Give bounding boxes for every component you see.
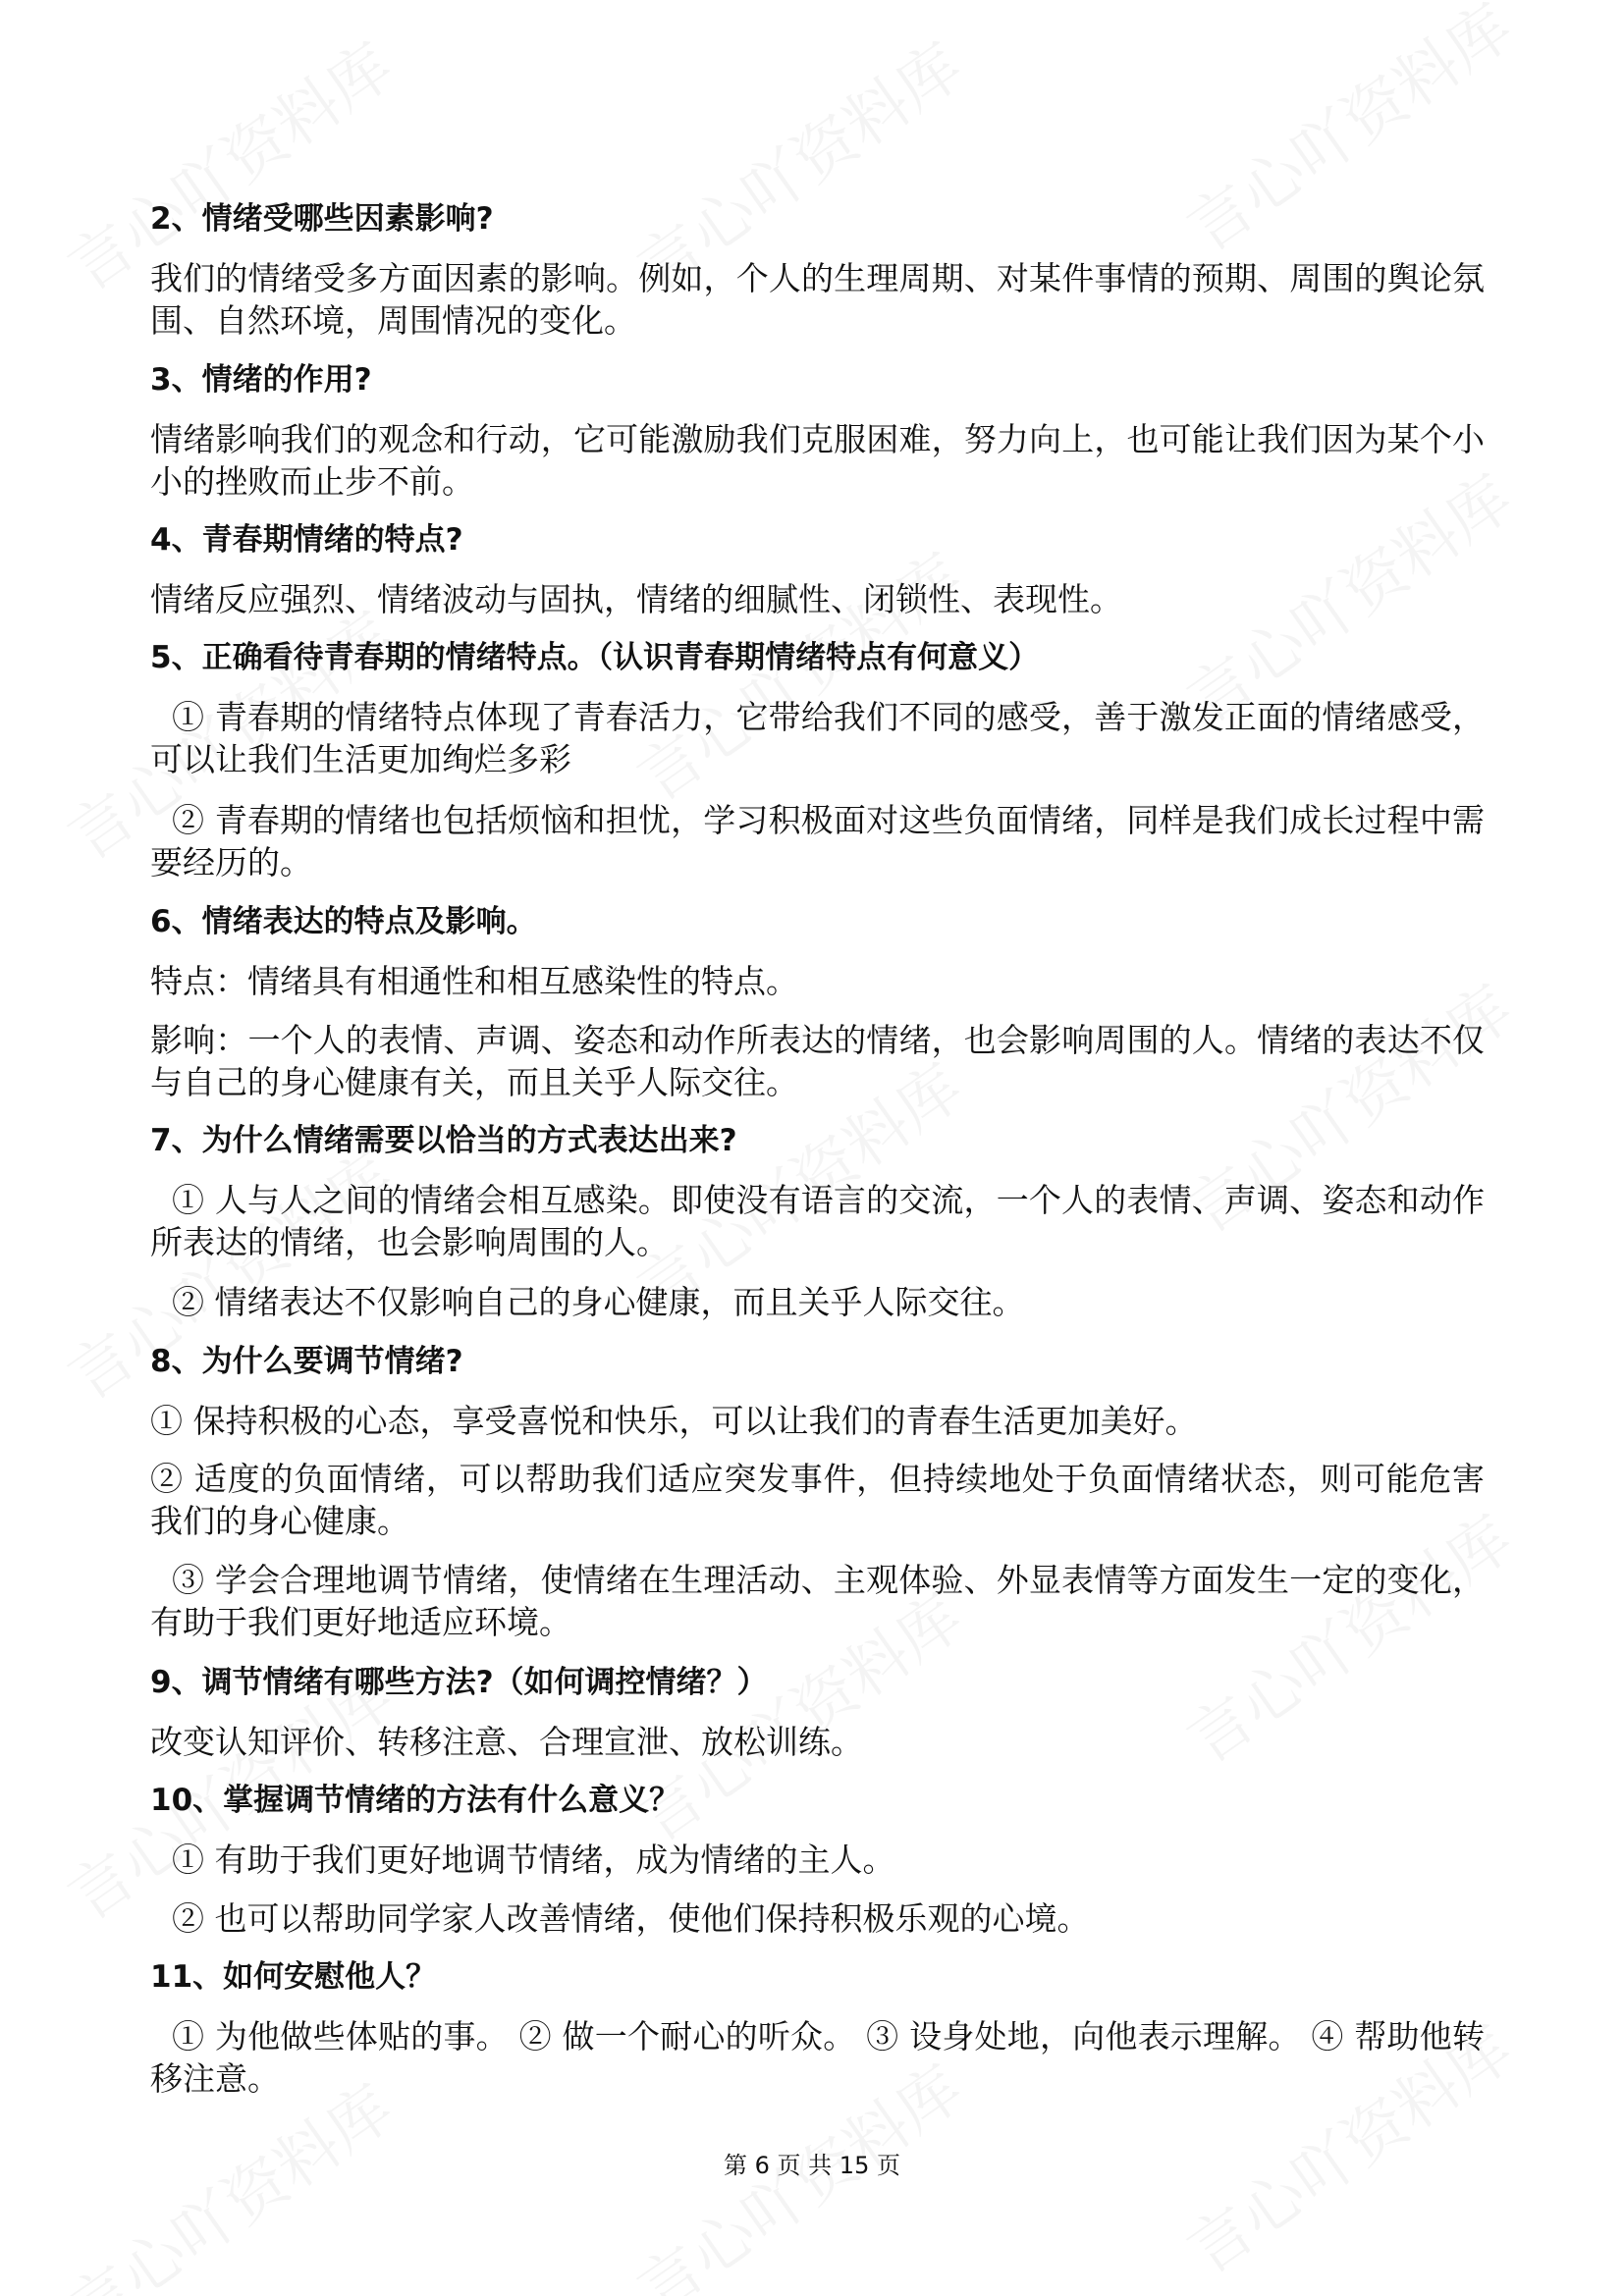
paragraph: 情绪影响我们的观念和行动，它可能激励我们克服困难，努力向上，也可能让我们因为某个小小的挫败而止步不前。 xyxy=(150,420,1485,501)
paragraph: ① 保持积极的心态，享受喜悦和快乐，可以让我们的青春生活更加美好。 xyxy=(150,1402,1198,1440)
paragraph: 改变认知评价、转移注意、合理宣泄、放松训练。 xyxy=(150,1723,863,1761)
paragraph: 情绪反应强烈、情绪波动与固执，情绪的细腻性、闭锁性、表现性。 xyxy=(150,580,1122,618)
list-item: ② 青春期的情绪也包括烦恼和担忧，学习积极面对这些负面情绪，同样是我们成长过程中需要经历的。 xyxy=(150,801,1485,881)
paragraph: 特点：情绪具有相通性和相互感染性的特点。 xyxy=(150,962,798,1000)
section-heading: 9、调节情绪有哪些方法?（如何调控情绪？） xyxy=(150,1665,768,1700)
section-heading: 2、情绪受哪些因素影响? xyxy=(150,201,494,237)
list-item: ① 人与人之间的情绪会相互感染。即使没有语言的交流，一个人的表情、声调、姿态和动作所表达的情绪，也会影响周围的人。 xyxy=(150,1181,1485,1261)
list-item: ② 也可以帮助同学家人改善情绪，使他们保持积极乐观的心境。 xyxy=(172,1899,1090,1938)
list-item: ① 有助于我们更好地调节情绪，成为情绪的主人。 xyxy=(172,1841,895,1879)
paragraph: ② 适度的负面情绪，可以帮助我们适应突发事件，但持续地处于负面情绪状态，则可能危害我们的身心健康。 xyxy=(150,1460,1485,1540)
section-heading: 7、为什么情绪需要以恰当的方式表达出来? xyxy=(150,1123,737,1158)
section-heading: 3、情绪的作用? xyxy=(150,362,372,398)
list-item: ③ 学会合理地调节情绪，使情绪在生理活动、主观体验、外显表情等方面发生一定的变化，有助于我们更好地适应环境。 xyxy=(150,1561,1485,1641)
list-item: ① 为他做些体贴的事。 ② 做一个耐心的听众。 ③ 设身处地，向他表示理解。 ④ 帮助他转移注意。 xyxy=(150,2017,1485,2098)
section-heading: 10、掌握调节情绪的方法有什么意义？ xyxy=(150,1783,680,1818)
paragraph: 影响：一个人的表情、声调、姿态和动作所表达的情绪，也会影响周围的人。情绪的表达不仅与自己的身心健康有关，而且关乎人际交往。 xyxy=(150,1021,1485,1101)
section-heading: 8、为什么要调节情绪? xyxy=(150,1344,463,1379)
page-footer: 第 6 页 共 15 页 xyxy=(724,2152,900,2179)
list-item: ① 青春期的情绪特点体现了青春活力，它带给我们不同的感受，善于激发正面的情绪感受，可以让我们生活更加绚烂多彩 xyxy=(150,698,1485,778)
section-heading: 11、如何安慰他人？ xyxy=(150,1959,437,1995)
paragraph: 我们的情绪受多方面因素的影响。例如，个人的生理周期、对某件事情的预期、周围的舆论氛围、自然环境，周围情况的变化。 xyxy=(150,259,1485,340)
section-heading: 5、正确看待青春期的情绪特点。（认识青春期情绪特点有何意义） xyxy=(150,640,1040,675)
list-item: ② 情绪表达不仅影响自己的身心健康，而且关乎人际交往。 xyxy=(172,1283,1025,1321)
section-heading: 4、青春期情绪的特点? xyxy=(150,522,463,558)
section-heading: 6、情绪表达的特点及影响。 xyxy=(150,904,537,939)
